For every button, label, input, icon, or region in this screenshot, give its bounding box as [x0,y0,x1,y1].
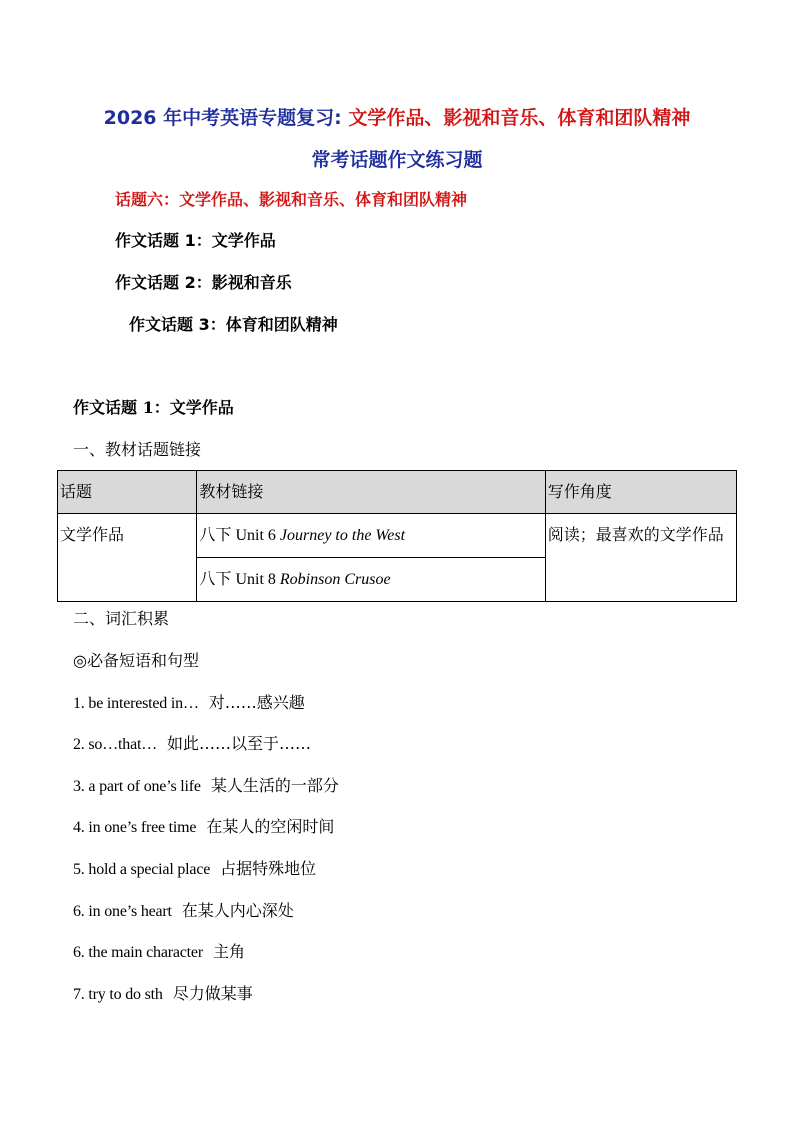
section-title: 作文话题 1：文学作品 [73,398,234,417]
title-topic: 文学作品、影视和音乐、体育和团队精神 [348,107,691,129]
topic-six-heading: 话题六：文学作品、影视和音乐、体育和团队精神 [115,190,468,209]
essay-topic-1: 作文话题 1：文学作品 [115,231,276,250]
cell-unit-8 [197,558,545,602]
subsection-phrases: ◎必备短语和句型 [73,651,199,670]
document-title [0,104,794,132]
phrase-en: 5. hold a special place [73,861,211,878]
unit-number: Unit 6 [235,527,276,544]
phrase-en: 4. in one’s free time [73,819,197,836]
header-textbook: 教材链接 [197,471,545,514]
list-item [73,774,339,799]
subsection-textbook-link: 一、教材话题链接 [73,440,202,459]
unit-grade: 八下 [199,569,232,588]
phrase-cn: 对……感兴趣 [208,693,305,712]
phrase-en: 1. be interested in… [73,695,199,712]
unit-title: Journey to the West [279,527,406,544]
phrase-cn: 主角 [212,942,245,961]
table-header-row [58,471,737,514]
phrase-cn: 在某人内心深处 [181,901,294,920]
phrase-en: 7. try to do sth [73,986,163,1003]
title-prefix: 2026 年中考英语专题复习: [103,107,349,129]
list-item [73,899,294,924]
phrase-cn: 尽力做某事 [172,984,253,1003]
list-item [73,691,305,716]
list-item [73,732,311,757]
list-item [73,940,245,965]
phrase-cn: 占据特殊地位 [220,859,317,878]
phrase-cn: 在某人的空闲时间 [206,817,335,836]
phrase-en: 3. a part of one’s life [73,778,201,795]
cell-topic: 文学作品 [58,514,197,602]
table-row [58,514,737,558]
list-item [73,815,334,840]
cell-unit-6 [197,514,545,558]
header-topic: 话题 [58,471,197,514]
cell-angle: 阅读；最喜欢的文学作品 [545,514,736,602]
phrase-cn: 如此……以至于…… [167,734,312,753]
phrase-cn: 某人生活的一部分 [210,776,339,795]
phrase-en: 2. so…that… [73,736,158,753]
document-subtitle: 常考话题作文练习题 [311,149,483,171]
list-item [73,857,316,882]
header-angle: 写作角度 [545,471,736,514]
subsection-vocabulary: 二、词汇积累 [73,609,170,628]
unit-number: Unit 8 [235,571,276,588]
topic-table [57,470,737,602]
unit-grade: 八下 [199,525,232,544]
essay-topic-2: 作文话题 2：影视和音乐 [115,273,292,292]
unit-title: Robinson Crusoe [279,571,391,588]
phrase-en: 6. in one’s heart [73,903,172,920]
list-item [73,982,253,1007]
phrase-en: 6. the main character [73,944,203,961]
essay-topic-3: 作文话题 3：体育和团队精神 [129,315,338,334]
